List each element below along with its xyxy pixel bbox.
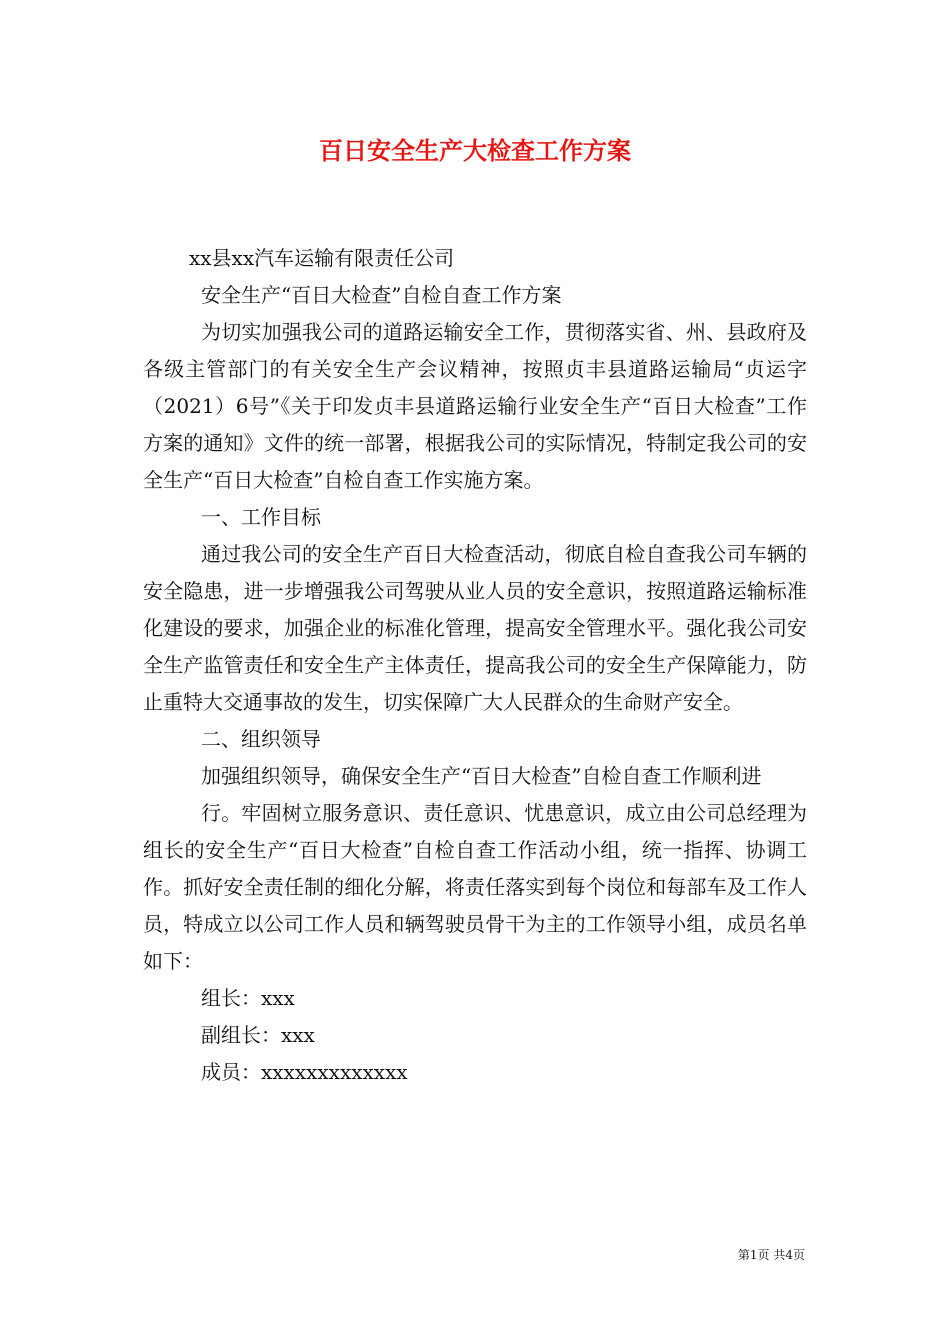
team-leader: 组长：xxx — [201, 986, 295, 1010]
page-number: 第1页 共4页 — [737, 1248, 805, 1262]
team-members: 成员：xxxxxxxxxxxxx — [201, 1060, 408, 1084]
section-heading-goals: 一、工作目标 — [201, 505, 321, 529]
team-deputy-leader: 副组长：xxx — [201, 1023, 315, 1047]
leadership-paragraph: 加强组织领导，确保安全生产“百日大检查”自检自查工作顺利进 — [201, 764, 762, 788]
goals-paragraph: 通过我公司的安全生产百日大检查活动，彻底自检自查我公司车辆的安全隐患，进一步增强我公司驾驶从业人员的安全意识，按照道路运输标准化建设的要求，加强企业的标准化管理，提高安全管理水平。强化我公司安全生产监管责任和安全生产主体责任，提高我公司的安全生产保障能力，防止重特大交通事故的发生，切实保障广大人民群众的生命财产安全。 — [143, 542, 807, 714]
intro-paragraph: 为切实加强我公司的道路运输安全工作，贯彻落实省、州、县政府及各级主管部门的有关安全生产会议精神，按照贞丰县道路运输局“贞运字（2021）6号”《关于印发贞丰县道路运输行业安全生产“百日大检查”工作方案的通知》文件的统一部署，根据我公司的实际情况，特制定我公司的安全生产“百日大检查”自检自查工作实施方案。 — [143, 320, 807, 492]
leadership-continued-paragraph: 行。牢固树立服务意识、责任意识、忧患意识，成立由公司总经理为组长的安全生产“百日大检查”自检自查工作活动小组，统一指挥、协调工作。抓好安全责任制的细化分解，将责任落实到每个岗位和每部车及工作人员，特成立以公司工作人员和辆驾驶员骨干为主的工作领导小组，成员名单如下： — [143, 801, 807, 973]
document-title: 百日安全生产大检查工作方案 — [319, 136, 631, 165]
section-heading-leadership: 二、组织领导 — [201, 727, 321, 751]
document-body — [143, 240, 807, 1091]
company-name: xx县xx汽车运输有限责任公司 — [189, 246, 455, 270]
plan-subtitle: 安全生产“百日大检查”自检自查工作方案 — [201, 283, 562, 307]
